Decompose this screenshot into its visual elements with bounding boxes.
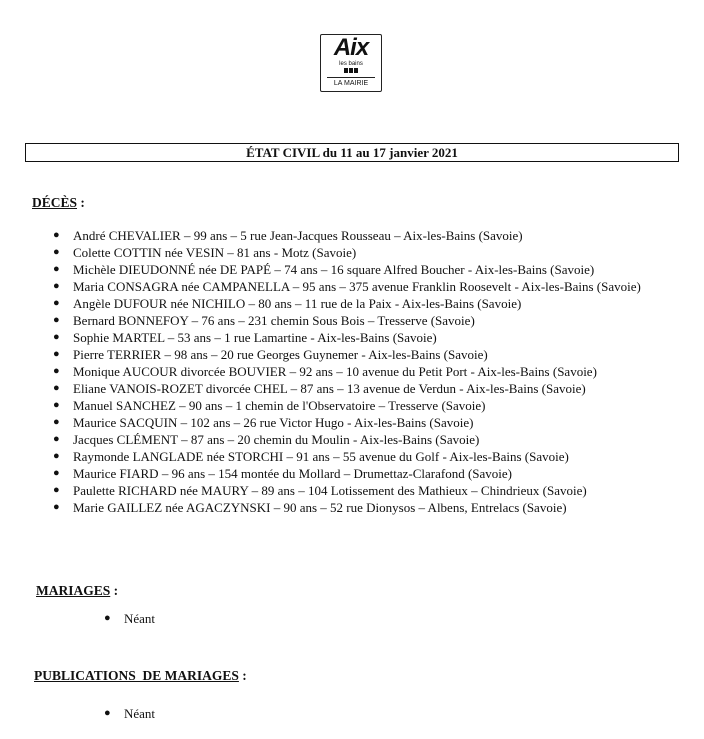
list-item <box>53 363 683 380</box>
bullet-icon: ● <box>53 382 60 394</box>
bullet-icon: ● <box>53 501 60 513</box>
list-item <box>53 329 683 346</box>
bullet-icon: ● <box>53 246 60 258</box>
deces-heading-suffix: : <box>77 195 85 210</box>
list-item <box>53 499 683 516</box>
bullet-icon: ● <box>53 263 60 275</box>
deces-heading <box>32 195 85 211</box>
bullet-icon: ● <box>53 229 60 241</box>
list-item-text: Colette COTTIN née VESIN – 81 ans - Motz (Savoie) <box>73 245 357 260</box>
logo-subtitle: les bains <box>339 61 363 67</box>
list-item-text: Néant <box>124 706 156 721</box>
list-item-text: Paulette RICHARD née MAURY – 89 ans – 104 Lotissement des Mathieux – Chindrieux (Savoie) <box>73 483 587 498</box>
bullet-icon: ● <box>104 612 111 624</box>
list-item <box>104 610 156 627</box>
logo-bars-icon <box>321 68 381 73</box>
bullet-icon: ● <box>53 433 60 445</box>
bullet-icon: ● <box>104 707 111 719</box>
bullet-icon: ● <box>53 450 60 462</box>
list-item <box>53 380 683 397</box>
list-item-text: Angèle DUFOUR née NICHILO – 80 ans – 11 rue de la Paix - Aix-les-Bains (Savoie) <box>73 296 522 311</box>
bullet-icon: ● <box>53 365 60 377</box>
list-item <box>53 482 683 499</box>
list-item <box>53 397 683 414</box>
publications-heading-suffix: : <box>238 668 247 683</box>
list-item-text: Sophie MARTEL – 53 ans – 1 rue Lamartine - Aix-les-Bains (Savoie) <box>73 330 437 345</box>
bullet-icon: ● <box>53 314 60 326</box>
list-item <box>53 227 683 244</box>
bullet-icon: ● <box>53 348 60 360</box>
bullet-icon: ● <box>53 416 60 428</box>
mariages-list <box>104 610 156 627</box>
list-item-text: Maria CONSAGRA née CAMPANELLA – 95 ans – 375 avenue Franklin Roosevelt - Aix-les-Bains (Savoie) <box>73 279 641 294</box>
publications-heading-label: PUBLICATIONS DE MARIAGES <box>34 668 239 683</box>
bullet-icon: ● <box>53 484 60 496</box>
list-item-text: Michèle DIEUDONNÉ née DE PAPÉ – 74 ans – 16 square Alfred Boucher - Aix-les-Bains (Savoie) <box>73 262 595 277</box>
list-item <box>53 465 683 482</box>
list-item-text: Raymonde LANGLADE née STORCHI – 91 ans – 55 avenue du Golf - Aix-les-Bains (Savoie) <box>73 449 569 464</box>
list-item-text: Bernard BONNEFOY – 76 ans – 231 chemin Sous Bois – Tresserve (Savoie) <box>73 313 475 328</box>
list-item <box>53 295 683 312</box>
list-item <box>53 312 683 329</box>
document-title: ÉTAT CIVIL du 11 au 17 janvier 2021 <box>25 143 679 162</box>
mariages-heading <box>36 583 118 599</box>
list-item <box>53 414 683 431</box>
list-item <box>104 705 156 722</box>
list-item-text: Monique AUCOUR divorcée BOUVIER – 92 ans – 10 avenue du Petit Port - Aix-les-Bains (Savoie) <box>73 364 597 379</box>
bullet-icon: ● <box>53 467 60 479</box>
list-item <box>53 278 663 295</box>
list-item-text: Jacques CLÉMENT – 87 ans – 20 chemin du Moulin - Aix-les-Bains (Savoie) <box>73 432 480 447</box>
list-item-text: Eliane VANOIS-ROZET divorcée CHEL – 87 ans – 13 avenue de Verdun - Aix-les-Bains (Savoie) <box>73 381 586 396</box>
list-item-text: Pierre TERRIER – 98 ans – 20 rue Georges Guynemer - Aix-les-Bains (Savoie) <box>73 347 488 362</box>
list-item <box>53 244 683 261</box>
deces-heading-label: DÉCÈS <box>32 195 78 210</box>
list-item <box>53 261 683 278</box>
publications-heading <box>34 668 247 684</box>
logo-caption: LA MAIRIE <box>333 80 369 87</box>
bullet-icon: ● <box>53 399 60 411</box>
list-item <box>53 448 683 465</box>
list-item-text: André CHEVALIER – 99 ans – 5 rue Jean-Jacques Rousseau – Aix-les-Bains (Savoie) <box>73 228 523 243</box>
list-item <box>53 431 683 448</box>
city-logo <box>320 34 382 92</box>
mariages-heading-suffix: : <box>110 583 119 598</box>
bullet-icon: ● <box>53 280 60 292</box>
mariages-heading-label: MARIAGES <box>36 583 111 598</box>
list-item-text: Maurice SACQUIN – 102 ans – 26 rue Victor Hugo - Aix-les-Bains (Savoie) <box>73 415 474 430</box>
bullet-icon: ● <box>53 331 60 343</box>
list-item <box>53 346 683 363</box>
logo-divider <box>327 77 375 78</box>
list-item-text: Néant <box>124 611 156 626</box>
bullet-icon: ● <box>53 297 60 309</box>
logo-wordmark: Aix <box>333 34 369 61</box>
publications-list <box>104 705 156 722</box>
deces-list <box>53 227 683 516</box>
list-item-text: Manuel SANCHEZ – 90 ans – 1 chemin de l'Observatoire – Tresserve (Savoie) <box>73 398 486 413</box>
list-item-text: Marie GAILLEZ née AGACZYNSKI – 90 ans – 52 rue Dionysos – Albens, Entrelacs (Savoie) <box>73 500 567 515</box>
list-item-text: Maurice FIARD – 96 ans – 154 montée du Mollard – Drumettaz-Clarafond (Savoie) <box>73 466 513 481</box>
